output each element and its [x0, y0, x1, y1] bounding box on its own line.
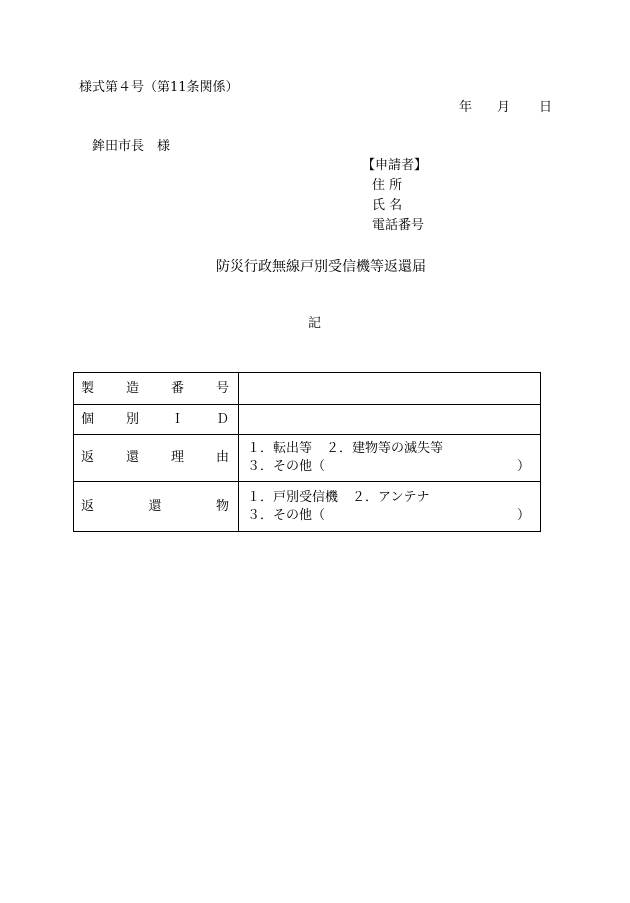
label-char: 返 [81, 450, 95, 465]
return-reason-value-cell [239, 435, 541, 482]
return-reason-label-cell [74, 435, 239, 482]
reason-option-moving[interactable]: １．転出等 [247, 441, 313, 456]
label-char: 還 [148, 498, 162, 514]
returned-item-value-cell [239, 482, 541, 532]
applicant-heading: 【申請者】 [362, 158, 428, 173]
serial-number-label-cell [74, 373, 239, 405]
label-char: 由 [215, 450, 229, 465]
label-char: 返 [81, 498, 95, 514]
reason-option-other[interactable]: ３．その他（ [247, 459, 326, 474]
table-row [74, 482, 541, 532]
label-char: 番 [170, 380, 184, 396]
item-other-line [247, 507, 530, 525]
date-day-label: 日 [539, 100, 553, 115]
item-option-antenna[interactable]: ２．アンテナ [352, 489, 430, 505]
item-options-line [247, 489, 530, 507]
table-row [74, 435, 541, 482]
label-char: 理 [170, 450, 184, 465]
individual-id-value-cell[interactable] [239, 405, 541, 435]
address-label: 住 所 [372, 178, 403, 193]
label-char: 造 [125, 380, 139, 396]
returned-item-label-cell [74, 482, 239, 532]
return-form-table [73, 372, 541, 532]
item-other-close-paren: ） [516, 507, 530, 523]
phone-label: 電話番号 [372, 218, 425, 233]
form-number: 様式第４号（第11条関係） [79, 80, 239, 95]
label-char: 還 [125, 450, 139, 465]
document-title: 防災行政無線戸別受信機等返還届 [216, 259, 426, 275]
name-label: 氏 名 [372, 198, 403, 213]
reason-option-building-loss[interactable]: ２．建物等の滅失等 [326, 441, 444, 456]
label-char: Ｉ [170, 411, 184, 427]
label-char: 別 [125, 411, 139, 427]
label-char: 個 [81, 411, 95, 427]
reason-options-line [247, 440, 530, 458]
date-month-label: 月 [497, 100, 511, 115]
item-option-receiver[interactable]: １．戸別受信機 [247, 489, 339, 505]
label-char: 物 [215, 498, 229, 514]
reason-other-line [247, 458, 530, 476]
item-option-other[interactable]: ３．その他（ [247, 507, 326, 523]
table-row [74, 405, 541, 435]
recipient: 鉾田市長 様 [92, 139, 171, 154]
label-char: Ｄ [215, 411, 229, 427]
ki-marker: 記 [308, 316, 322, 331]
label-char: 号 [215, 380, 229, 396]
table-row [74, 373, 541, 405]
label-char: 製 [81, 380, 95, 396]
serial-number-value-cell[interactable] [239, 373, 541, 405]
individual-id-label-cell [74, 405, 239, 435]
date-year-label: 年 [459, 100, 473, 115]
reason-other-close-paren: ） [516, 459, 530, 474]
